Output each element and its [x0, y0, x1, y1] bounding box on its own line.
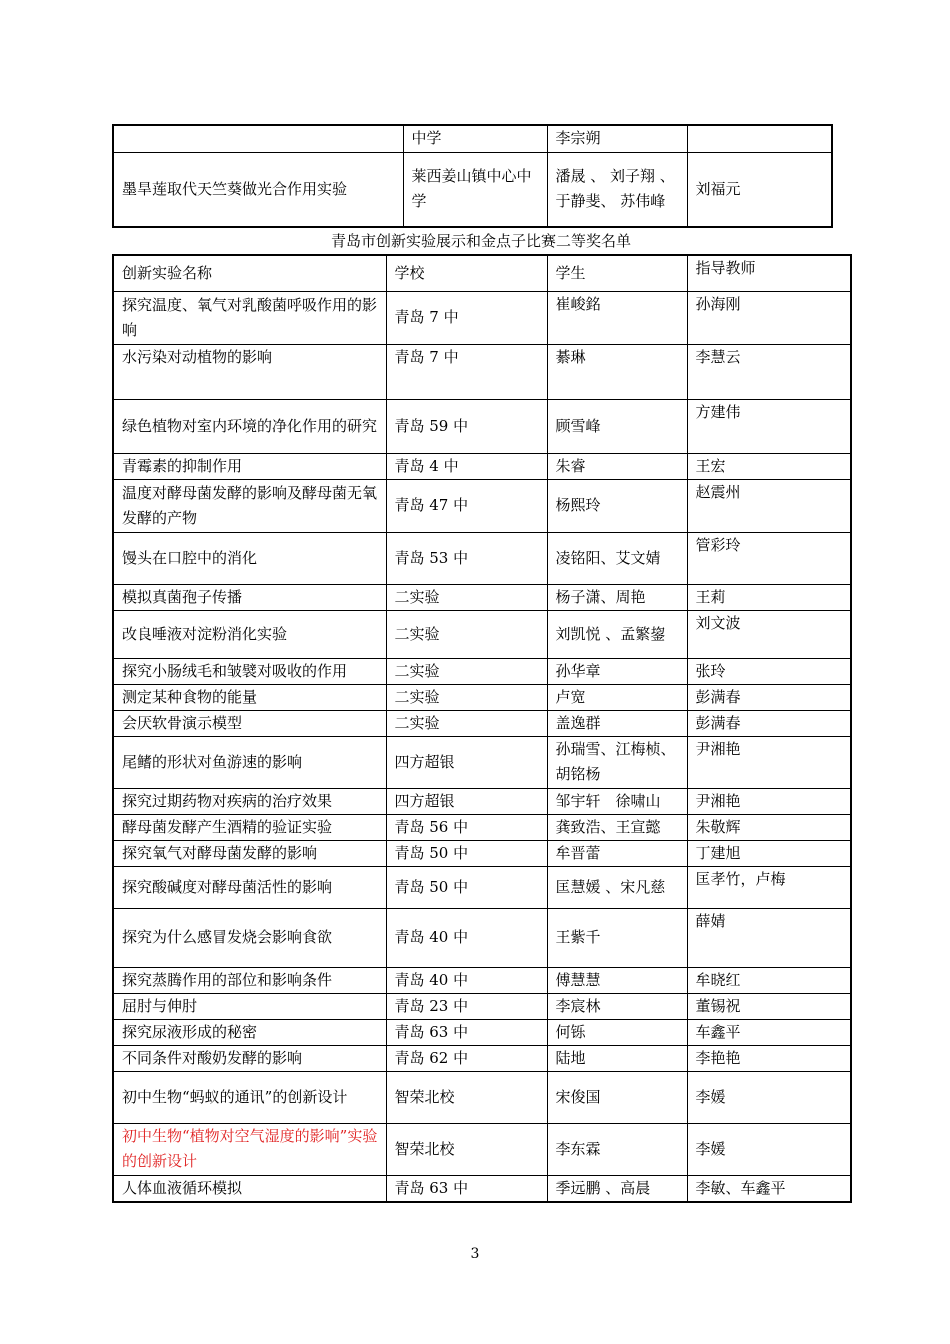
experiment-name-cell: 青霉素的抑制作用 — [113, 453, 386, 479]
teacher-cell: 赵震州 — [687, 479, 851, 532]
school-cell: 青岛 59 中 — [386, 399, 547, 453]
table-row — [113, 814, 851, 840]
student-cell: 卢宽 — [547, 684, 687, 710]
teacher-cell: 薛婧 — [687, 908, 851, 967]
experiment-name-cell: 模拟真菌孢子传播 — [113, 584, 386, 610]
teacher-cell: 彭满春 — [687, 710, 851, 736]
teacher-cell: 彭满春 — [687, 684, 851, 710]
table-row — [113, 584, 851, 610]
teacher-cell: 李媛 — [687, 1123, 851, 1175]
student-cell: 刘凯悦 、孟繁鋆 — [547, 610, 687, 658]
teacher-cell — [687, 125, 832, 152]
student-cell: 顾雪峰 — [547, 399, 687, 453]
table-row — [113, 993, 851, 1019]
table-row — [113, 399, 851, 453]
continued-table — [112, 124, 833, 228]
teacher-cell: 管彩玲 — [687, 532, 851, 584]
experiment-name-cell: 会厌软骨演示模型 — [113, 710, 386, 736]
teacher-cell: 王宏 — [687, 453, 851, 479]
experiment-name-cell: 墨旱莲取代天竺葵做光合作用实验 — [113, 152, 403, 227]
experiment-name-cell: 探究过期药物对疾病的治疗效果 — [113, 788, 386, 814]
teacher-cell: 方建伟 — [687, 399, 851, 453]
student-cell: 李宸林 — [547, 993, 687, 1019]
student-cell: 牟晋蕾 — [547, 840, 687, 866]
table-row — [113, 1019, 851, 1045]
school-cell: 智荣北校 — [386, 1123, 547, 1175]
experiment-name-cell: 人体血液循环模拟 — [113, 1175, 386, 1202]
school-cell: 青岛 4 中 — [386, 453, 547, 479]
table-row — [113, 344, 851, 399]
student-cell: 潘晟 、 刘子翔 、于静斐、 苏伟峰 — [547, 152, 687, 227]
header-teacher: 指导教师 — [687, 255, 851, 291]
experiment-name-cell: 绿色植物对室内环境的净化作用的研究 — [113, 399, 386, 453]
student-cell: 孙华章 — [547, 658, 687, 684]
teacher-cell: 尹湘艳 — [687, 788, 851, 814]
teacher-cell: 尹湘艳 — [687, 736, 851, 788]
experiment-name-cell: 馒头在口腔中的消化 — [113, 532, 386, 584]
table-row — [113, 1045, 851, 1071]
teacher-cell: 刘文波 — [687, 610, 851, 658]
school-cell: 青岛 53 中 — [386, 532, 547, 584]
teacher-cell: 李媛 — [687, 1071, 851, 1123]
table-row — [113, 866, 851, 908]
table-row — [113, 152, 832, 227]
table-row — [113, 1123, 851, 1175]
header-row — [113, 255, 851, 291]
school-cell: 青岛 47 中 — [386, 479, 547, 532]
school-cell: 青岛 63 中 — [386, 1019, 547, 1045]
teacher-cell: 董锡祝 — [687, 993, 851, 1019]
experiment-name-cell: 初中生物“植物对空气湿度的影响”实验的创新设计 — [113, 1123, 386, 1175]
teacher-cell: 车鑫平 — [687, 1019, 851, 1045]
table-row — [113, 710, 851, 736]
school-cell: 青岛 40 中 — [386, 967, 547, 993]
header-school: 学校 — [386, 255, 547, 291]
school-cell: 二实验 — [386, 710, 547, 736]
table-row — [113, 1071, 851, 1123]
page-number: 3 — [470, 1246, 480, 1262]
teacher-cell: 张玲 — [687, 658, 851, 684]
school-cell: 莱西姜山镇中心中学 — [403, 152, 547, 227]
experiment-name-cell: 初中生物“蚂蚁的通讯”的创新设计 — [113, 1071, 386, 1123]
school-cell: 青岛 50 中 — [386, 840, 547, 866]
teacher-cell: 孙海刚 — [687, 291, 851, 344]
student-cell: 盖逸群 — [547, 710, 687, 736]
student-cell: 杨熙玲 — [547, 479, 687, 532]
student-cell: 邹宇轩 徐啸山 — [547, 788, 687, 814]
student-cell: 李东霖 — [547, 1123, 687, 1175]
table-row — [113, 610, 851, 658]
table-row — [113, 788, 851, 814]
teacher-cell: 丁建旭 — [687, 840, 851, 866]
school-cell: 青岛 56 中 — [386, 814, 547, 840]
school-cell: 四方超银 — [386, 736, 547, 788]
student-cell: 杨子潇、周艳 — [547, 584, 687, 610]
experiment-name-cell: 探究小肠绒毛和皱襞对吸收的作用 — [113, 658, 386, 684]
header-experiment: 创新实验名称 — [113, 255, 386, 291]
school-cell: 二实验 — [386, 684, 547, 710]
experiment-name-cell: 探究蒸腾作用的部位和影响条件 — [113, 967, 386, 993]
teacher-cell: 牟晓红 — [687, 967, 851, 993]
experiment-name-cell: 温度对酵母菌发酵的影响及酵母菌无氧发酵的产物 — [113, 479, 386, 532]
teacher-cell: 刘福元 — [687, 152, 832, 227]
experiment-name-cell: 探究温度、氧气对乳酸菌呼吸作用的影响 — [113, 291, 386, 344]
school-cell: 青岛 23 中 — [386, 993, 547, 1019]
school-cell: 中学 — [403, 125, 547, 152]
student-cell: 王紫千 — [547, 908, 687, 967]
school-cell: 青岛 7 中 — [386, 291, 547, 344]
table-row — [113, 479, 851, 532]
experiment-name-cell: 水污染对动植物的影响 — [113, 344, 386, 399]
school-cell: 青岛 62 中 — [386, 1045, 547, 1071]
table-row — [113, 453, 851, 479]
table-row — [113, 532, 851, 584]
experiment-name-cell: 改良唾液对淀粉消化实验 — [113, 610, 386, 658]
experiment-name-cell: 探究尿液形成的秘密 — [113, 1019, 386, 1045]
school-cell: 青岛 7 中 — [386, 344, 547, 399]
teacher-cell: 朱敬辉 — [687, 814, 851, 840]
student-cell: 龚致浩、王宣懿 — [547, 814, 687, 840]
teacher-cell: 匡孝竹，卢梅 — [687, 866, 851, 908]
table-row — [113, 684, 851, 710]
teacher-cell: 李敏、车鑫平 — [687, 1175, 851, 1202]
school-cell: 四方超银 — [386, 788, 547, 814]
school-cell: 智荣北校 — [386, 1071, 547, 1123]
table-row — [113, 125, 832, 152]
teacher-cell: 李艳艳 — [687, 1045, 851, 1071]
school-cell: 青岛 50 中 — [386, 866, 547, 908]
student-cell: 李宗朔 — [547, 125, 687, 152]
student-cell: 陆地 — [547, 1045, 687, 1071]
experiment-name-cell: 尾鳍的形状对鱼游速的影响 — [113, 736, 386, 788]
teacher-cell: 王莉 — [687, 584, 851, 610]
student-cell: 宋俊国 — [547, 1071, 687, 1123]
table-row — [113, 1175, 851, 1202]
school-cell: 二实验 — [386, 584, 547, 610]
school-cell: 青岛 63 中 — [386, 1175, 547, 1202]
student-cell: 崔峻銘 — [547, 291, 687, 344]
table-row — [113, 291, 851, 344]
experiment-name-cell: 屈肘与伸肘 — [113, 993, 386, 1019]
student-cell: 綦琳 — [547, 344, 687, 399]
student-cell: 凌铭阳、艾文婧 — [547, 532, 687, 584]
experiment-name-cell: 探究氧气对酵母菌发酵的影响 — [113, 840, 386, 866]
table-row — [113, 658, 851, 684]
school-cell: 青岛 40 中 — [386, 908, 547, 967]
second-prize-table — [112, 254, 852, 1203]
table-row — [113, 908, 851, 967]
experiment-name-cell: 探究酸碱度对酵母菌活性的影响 — [113, 866, 386, 908]
experiment-name-cell — [113, 125, 403, 152]
student-cell: 何铄 — [547, 1019, 687, 1045]
school-cell: 二实验 — [386, 658, 547, 684]
table-row — [113, 967, 851, 993]
table-title: 青岛市创新实验展示和金点子比赛二等奖名单 — [330, 232, 631, 250]
table-row — [113, 736, 851, 788]
experiment-name-cell: 测定某种食物的能量 — [113, 684, 386, 710]
school-cell: 二实验 — [386, 610, 547, 658]
experiment-name-cell: 不同条件对酸奶发酵的影响 — [113, 1045, 386, 1071]
student-cell: 朱睿 — [547, 453, 687, 479]
student-cell: 傅慧慧 — [547, 967, 687, 993]
table-row — [113, 840, 851, 866]
student-cell: 季远鹏 、高晨 — [547, 1175, 687, 1202]
student-cell: 孙瑞雪、江梅桢、胡铭杨 — [547, 736, 687, 788]
experiment-name-cell: 酵母菌发酵产生酒精的验证实验 — [113, 814, 386, 840]
header-student: 学生 — [547, 255, 687, 291]
teacher-cell: 李慧云 — [687, 344, 851, 399]
student-cell: 匡慧媛 、宋凡慈 — [547, 866, 687, 908]
experiment-name-cell: 探究为什么感冒发烧会影响食欲 — [113, 908, 386, 967]
